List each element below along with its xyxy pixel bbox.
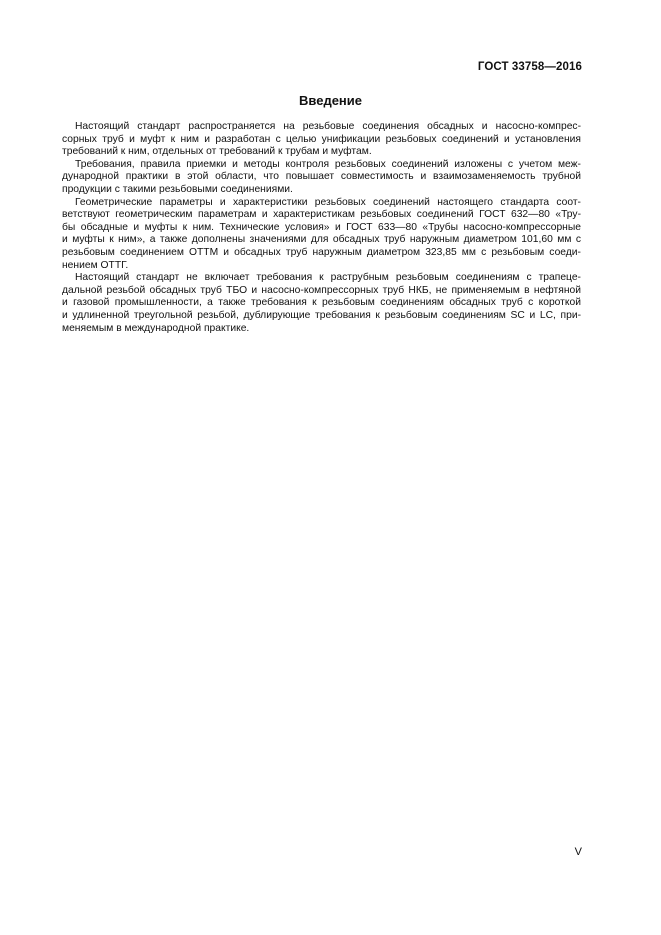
section-title: Введение	[299, 93, 362, 108]
document-body	[62, 121, 581, 335]
text-line: бы обсадные и муфты к ним. Технические условия» и ГОСТ 633—80 «Трубы насосно-компрессорные	[62, 221, 581, 233]
paragraph-parameters	[62, 197, 581, 273]
document-code: ГОСТ 33758—2016	[477, 61, 582, 73]
text-line: требований к ним, отдельных от требований к трубам и муфтам.	[62, 146, 372, 158]
paragraph-exclusions	[62, 272, 581, 335]
text-line: ветствуют геометрическим параметрам и характеристикам резьбовых соединений ГОСТ 632—80 «Тру-	[62, 209, 581, 221]
page-number: V	[574, 846, 582, 858]
text-line: дальной резьбой обсадных труб ТБО и насосно-компрессорных труб НКБ, не применяемым в нефтяной	[62, 284, 581, 296]
text-line: резьбовым соединением ОТТМ и обсадных труб наружным диаметром 323,85 мм с резьбовым соеди-	[62, 246, 581, 258]
text-line: нением ОТТГ.	[62, 259, 129, 271]
text-line: сорных труб и муфт к ним и разработан с целью унификации резьбовых соединений и установления	[62, 133, 581, 145]
paragraph-scope	[62, 121, 581, 159]
paragraph-requirements	[62, 159, 581, 197]
text-line: продукции с такими резьбовыми соединениями.	[62, 183, 293, 195]
text-line: меняемым в международной практике.	[62, 322, 250, 334]
text-line: Настоящий стандарт распространяется на резьбовые соединения обсадных и насосно-компрес-	[75, 121, 581, 132]
text-line: и газовой промышленности, а также требования к резьбовым соединениям обсадных труб с короткой	[62, 297, 581, 309]
text-line: Требования, правила приемки и методы контроля резьбовых соединений изложены с учетом меж-	[75, 158, 581, 170]
text-line: и муфты к ним», а также дополнены значениями для обсадных труб наружным диаметром 101,60 мм с	[62, 234, 581, 246]
text-line: Геометрические параметры и характеристики резьбовых соединений настоящего стандарта соот-	[75, 196, 581, 208]
text-line: и удлиненной треугольной резьбой, дублирующие требования к резьбовым соединениям SC и LC, при-	[62, 309, 581, 321]
text-line: Настоящий стандарт не включает требования к раструбным резьбовым соединениям с трапеце-	[75, 272, 581, 284]
text-line: дународной практики в этой области, что повышает совместимость и взаимозаменяемость трубной	[62, 171, 581, 183]
